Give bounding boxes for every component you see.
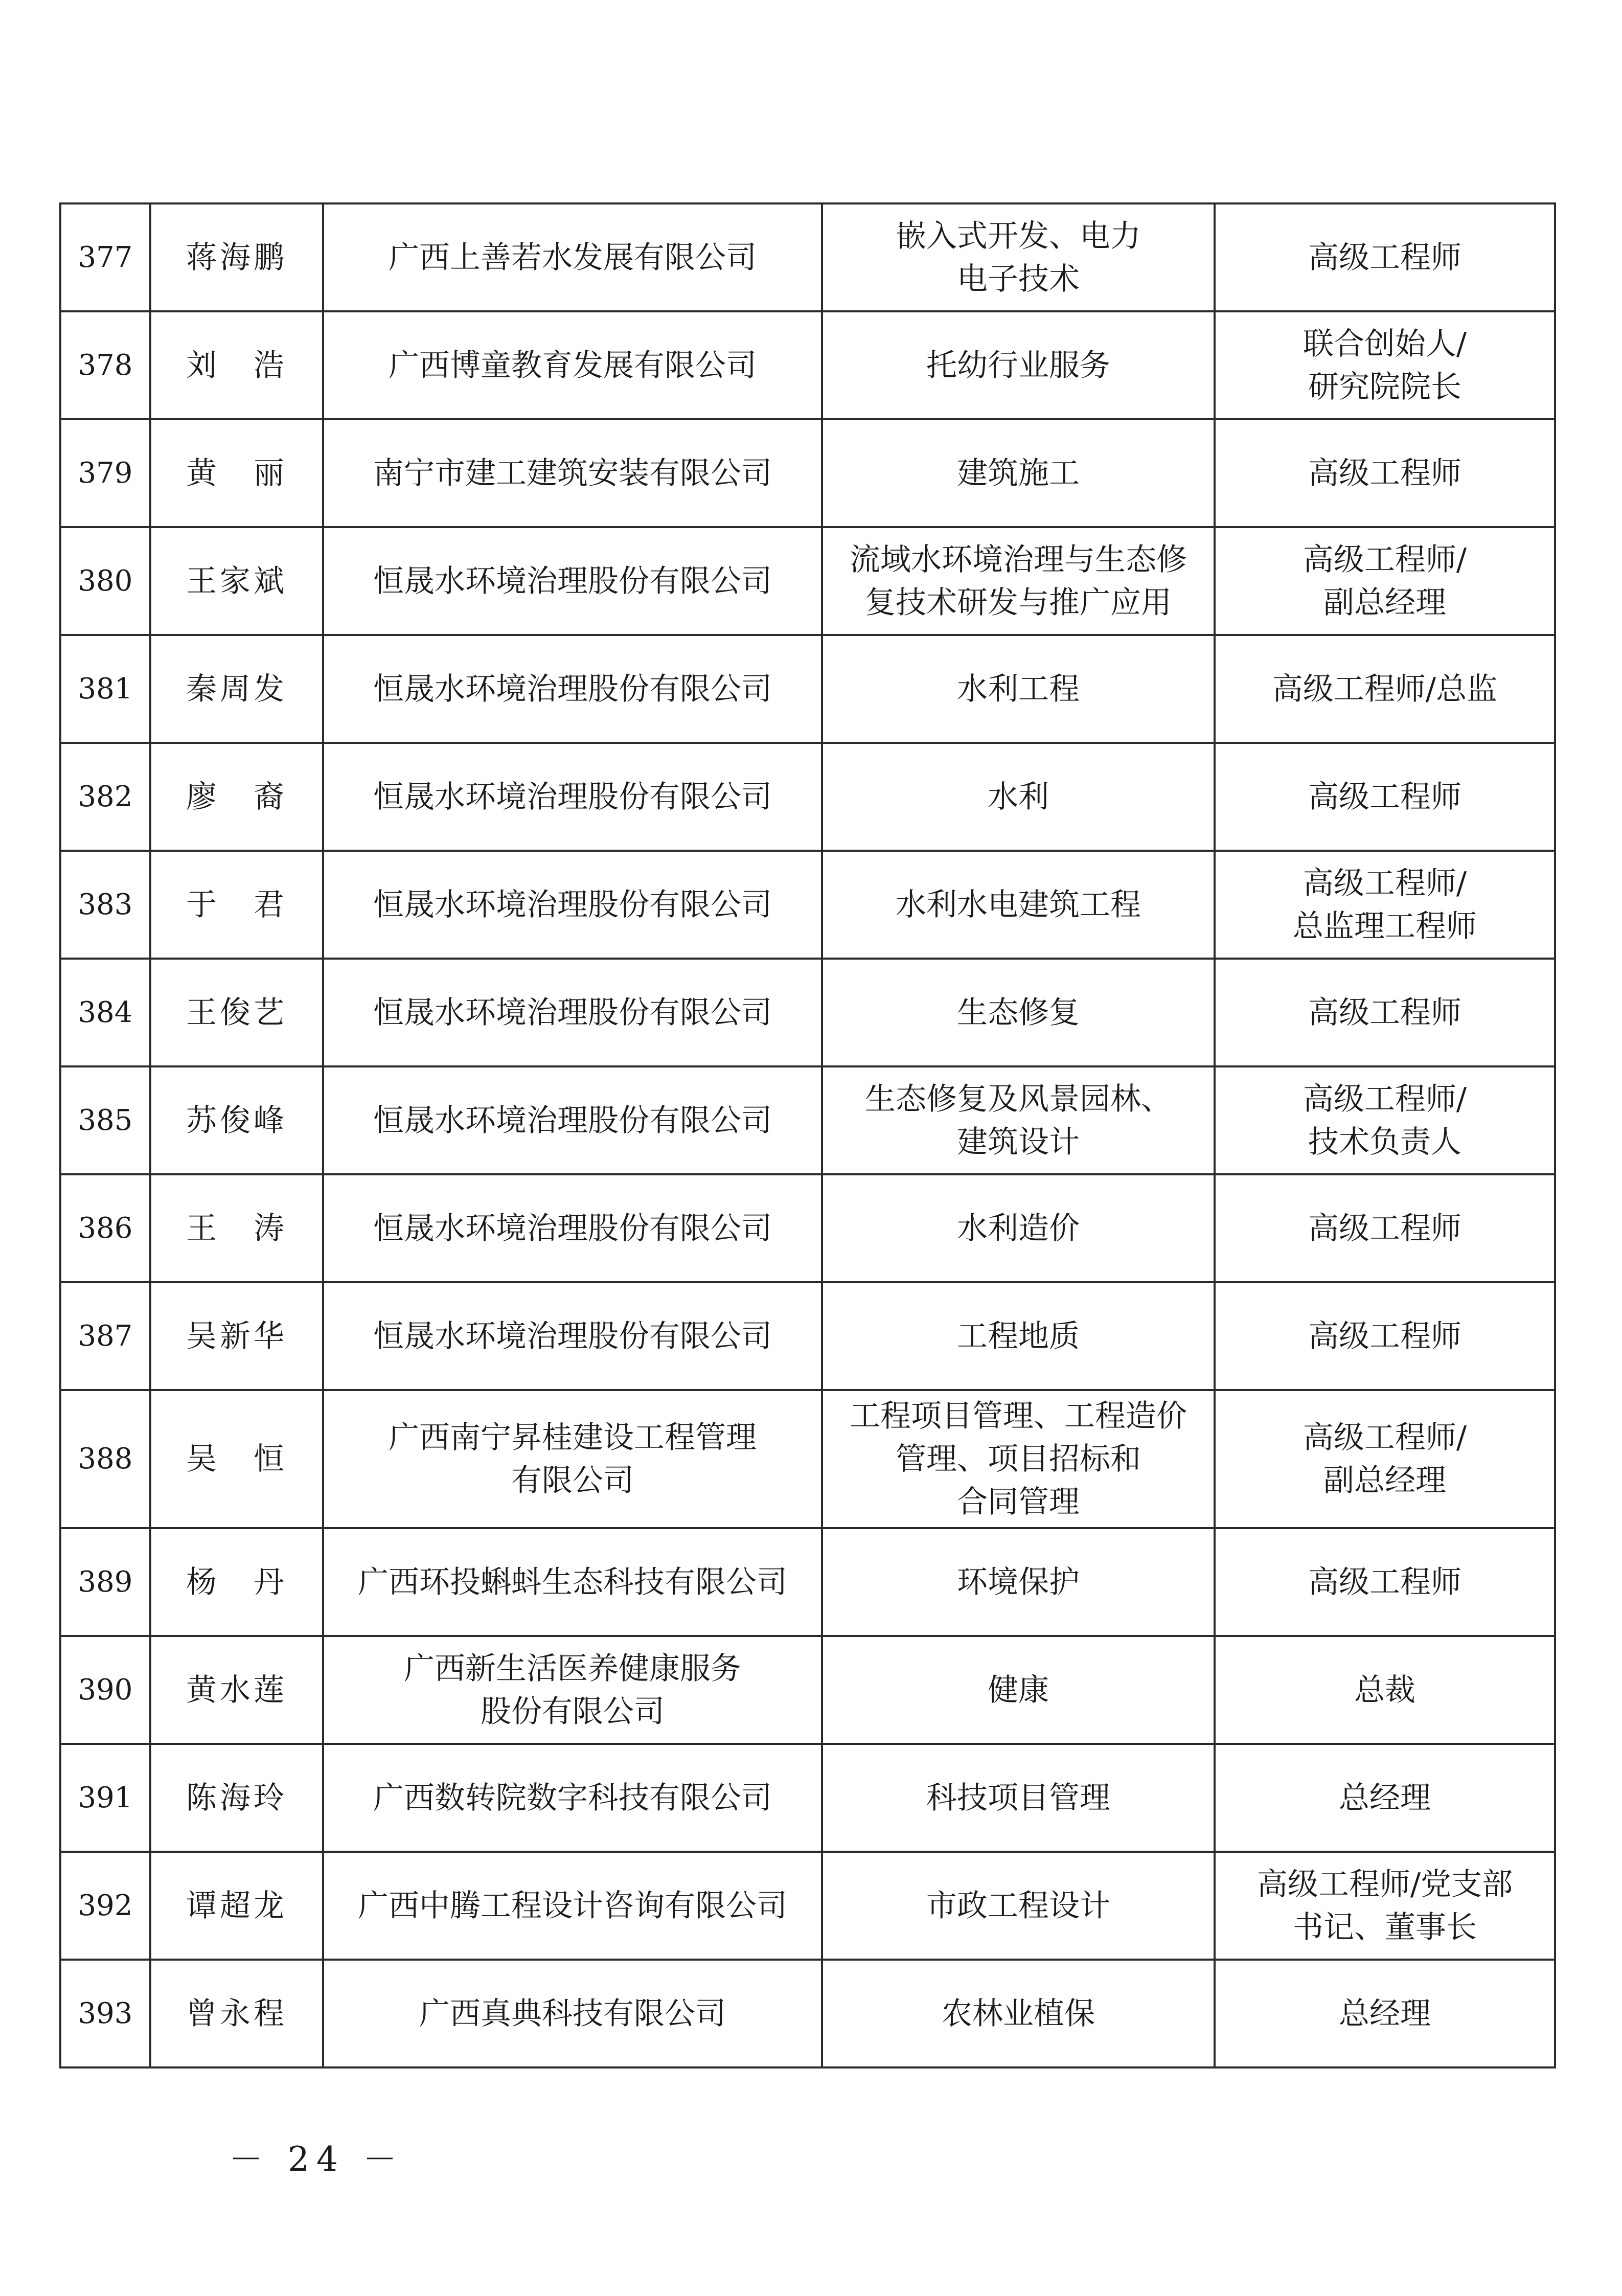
field-cell: 工程地质 bbox=[822, 1282, 1215, 1390]
company-cell: 恒晟水环境治理股份有限公司 bbox=[323, 959, 822, 1066]
name-cell: 曾永程 bbox=[150, 1960, 323, 2067]
field-cell: 健康 bbox=[822, 1636, 1215, 1744]
company-cell: 广西上善若水发展有限公司 bbox=[323, 203, 822, 311]
title-cell: 高级工程师 bbox=[1215, 1282, 1555, 1390]
title-cell: 高级工程师/ 副总经理 bbox=[1215, 527, 1555, 635]
table-row bbox=[60, 527, 1555, 635]
name-cell: 秦周发 bbox=[150, 635, 323, 743]
table-row bbox=[60, 1390, 1555, 1528]
table-row bbox=[60, 1282, 1555, 1390]
table-row bbox=[60, 1636, 1555, 1744]
row-number-cell: 380 bbox=[60, 527, 150, 635]
field-cell: 水利工程 bbox=[822, 635, 1215, 743]
row-number-cell: 377 bbox=[60, 203, 150, 311]
field-cell: 农林业植保 bbox=[822, 1960, 1215, 2067]
name-cell: 苏俊峰 bbox=[150, 1066, 323, 1174]
row-number-cell: 388 bbox=[60, 1390, 150, 1528]
name-cell: 于 君 bbox=[150, 851, 323, 959]
name-cell: 杨 丹 bbox=[150, 1528, 323, 1636]
row-number-cell: 384 bbox=[60, 959, 150, 1066]
field-cell: 水利造价 bbox=[822, 1174, 1215, 1282]
company-cell: 广西环投蝌蚪生态科技有限公司 bbox=[323, 1528, 822, 1636]
field-cell: 科技项目管理 bbox=[822, 1744, 1215, 1852]
company-cell: 恒晟水环境治理股份有限公司 bbox=[323, 527, 822, 635]
title-cell: 高级工程师/ 副总经理 bbox=[1215, 1390, 1555, 1528]
table-row bbox=[60, 203, 1555, 311]
title-cell: 高级工程师 bbox=[1215, 419, 1555, 527]
company-cell: 恒晟水环境治理股份有限公司 bbox=[323, 1174, 822, 1282]
row-number-cell: 385 bbox=[60, 1066, 150, 1174]
company-cell: 广西南宁昇桂建设工程管理 有限公司 bbox=[323, 1390, 822, 1528]
title-cell: 总经理 bbox=[1215, 1744, 1555, 1852]
table-row bbox=[60, 1960, 1555, 2067]
title-cell: 高级工程师/ 技术负责人 bbox=[1215, 1066, 1555, 1174]
table-row bbox=[60, 1066, 1555, 1174]
row-number-cell: 387 bbox=[60, 1282, 150, 1390]
title-cell: 高级工程师 bbox=[1215, 1528, 1555, 1636]
table-row bbox=[60, 851, 1555, 959]
name-cell: 谭超龙 bbox=[150, 1852, 323, 1960]
name-cell: 王家斌 bbox=[150, 527, 323, 635]
name-cell: 王 涛 bbox=[150, 1174, 323, 1282]
field-cell: 建筑施工 bbox=[822, 419, 1215, 527]
company-cell: 广西数转院数字科技有限公司 bbox=[323, 1744, 822, 1852]
row-number-cell: 393 bbox=[60, 1960, 150, 2067]
row-number-cell: 390 bbox=[60, 1636, 150, 1744]
company-cell: 恒晟水环境治理股份有限公司 bbox=[323, 1282, 822, 1390]
row-number-cell: 386 bbox=[60, 1174, 150, 1282]
field-cell: 生态修复 bbox=[822, 959, 1215, 1066]
field-cell: 市政工程设计 bbox=[822, 1852, 1215, 1960]
row-number-cell: 383 bbox=[60, 851, 150, 959]
name-cell: 吴新华 bbox=[150, 1282, 323, 1390]
company-cell: 广西博童教育发展有限公司 bbox=[323, 311, 822, 419]
company-cell: 广西新生活医养健康服务 股份有限公司 bbox=[323, 1636, 822, 1744]
name-cell: 王俊艺 bbox=[150, 959, 323, 1066]
title-cell: 高级工程师/党支部 书记、董事长 bbox=[1215, 1852, 1555, 1960]
name-cell: 黄水莲 bbox=[150, 1636, 323, 1744]
title-cell: 高级工程师 bbox=[1215, 203, 1555, 311]
title-cell: 总经理 bbox=[1215, 1960, 1555, 2067]
table-row bbox=[60, 635, 1555, 743]
table-row bbox=[60, 1852, 1555, 1960]
company-cell: 恒晟水环境治理股份有限公司 bbox=[323, 851, 822, 959]
table-row bbox=[60, 311, 1555, 419]
title-cell: 总裁 bbox=[1215, 1636, 1555, 1744]
row-number-cell: 389 bbox=[60, 1528, 150, 1636]
company-cell: 恒晟水环境治理股份有限公司 bbox=[323, 635, 822, 743]
row-number-cell: 381 bbox=[60, 635, 150, 743]
company-cell: 恒晟水环境治理股份有限公司 bbox=[323, 743, 822, 851]
field-cell: 嵌入式开发、电力 电子技术 bbox=[822, 203, 1215, 311]
name-cell: 黄 丽 bbox=[150, 419, 323, 527]
field-cell: 托幼行业服务 bbox=[822, 311, 1215, 419]
personnel-table bbox=[59, 202, 1556, 2068]
field-cell: 生态修复及风景园林、 建筑设计 bbox=[822, 1066, 1215, 1174]
name-cell: 陈海玲 bbox=[150, 1744, 323, 1852]
title-cell: 高级工程师 bbox=[1215, 1174, 1555, 1282]
table-row bbox=[60, 743, 1555, 851]
field-cell: 水利水电建筑工程 bbox=[822, 851, 1215, 959]
row-number-cell: 392 bbox=[60, 1852, 150, 1960]
table-row bbox=[60, 1744, 1555, 1852]
field-cell: 水利 bbox=[822, 743, 1215, 851]
row-number-cell: 379 bbox=[60, 419, 150, 527]
field-cell: 流域水环境治理与生态修 复技术研发与推广应用 bbox=[822, 527, 1215, 635]
title-cell: 高级工程师/总监 bbox=[1215, 635, 1555, 743]
company-cell: 广西中腾工程设计咨询有限公司 bbox=[323, 1852, 822, 1960]
row-number-cell: 378 bbox=[60, 311, 150, 419]
name-cell: 蒋海鹏 bbox=[150, 203, 323, 311]
table-row bbox=[60, 419, 1555, 527]
table-body bbox=[60, 203, 1555, 2067]
name-cell: 廖 裔 bbox=[150, 743, 323, 851]
title-cell: 高级工程师 bbox=[1215, 743, 1555, 851]
company-cell: 恒晟水环境治理股份有限公司 bbox=[323, 1066, 822, 1174]
name-cell: 吴 恒 bbox=[150, 1390, 323, 1528]
company-cell: 南宁市建工建筑安装有限公司 bbox=[323, 419, 822, 527]
title-cell: 高级工程师 bbox=[1215, 959, 1555, 1066]
company-cell: 广西真典科技有限公司 bbox=[323, 1960, 822, 2067]
table-row bbox=[60, 1174, 1555, 1282]
table-row bbox=[60, 1528, 1555, 1636]
field-cell: 工程项目管理、工程造价 管理、项目招标和 合同管理 bbox=[822, 1390, 1215, 1528]
row-number-cell: 391 bbox=[60, 1744, 150, 1852]
title-cell: 联合创始人/ 研究院院长 bbox=[1215, 311, 1555, 419]
page-number: － 24 － bbox=[229, 2140, 404, 2179]
table-row bbox=[60, 959, 1555, 1066]
row-number-cell: 382 bbox=[60, 743, 150, 851]
title-cell: 高级工程师/ 总监理工程师 bbox=[1215, 851, 1555, 959]
name-cell: 刘 浩 bbox=[150, 311, 323, 419]
field-cell: 环境保护 bbox=[822, 1528, 1215, 1636]
